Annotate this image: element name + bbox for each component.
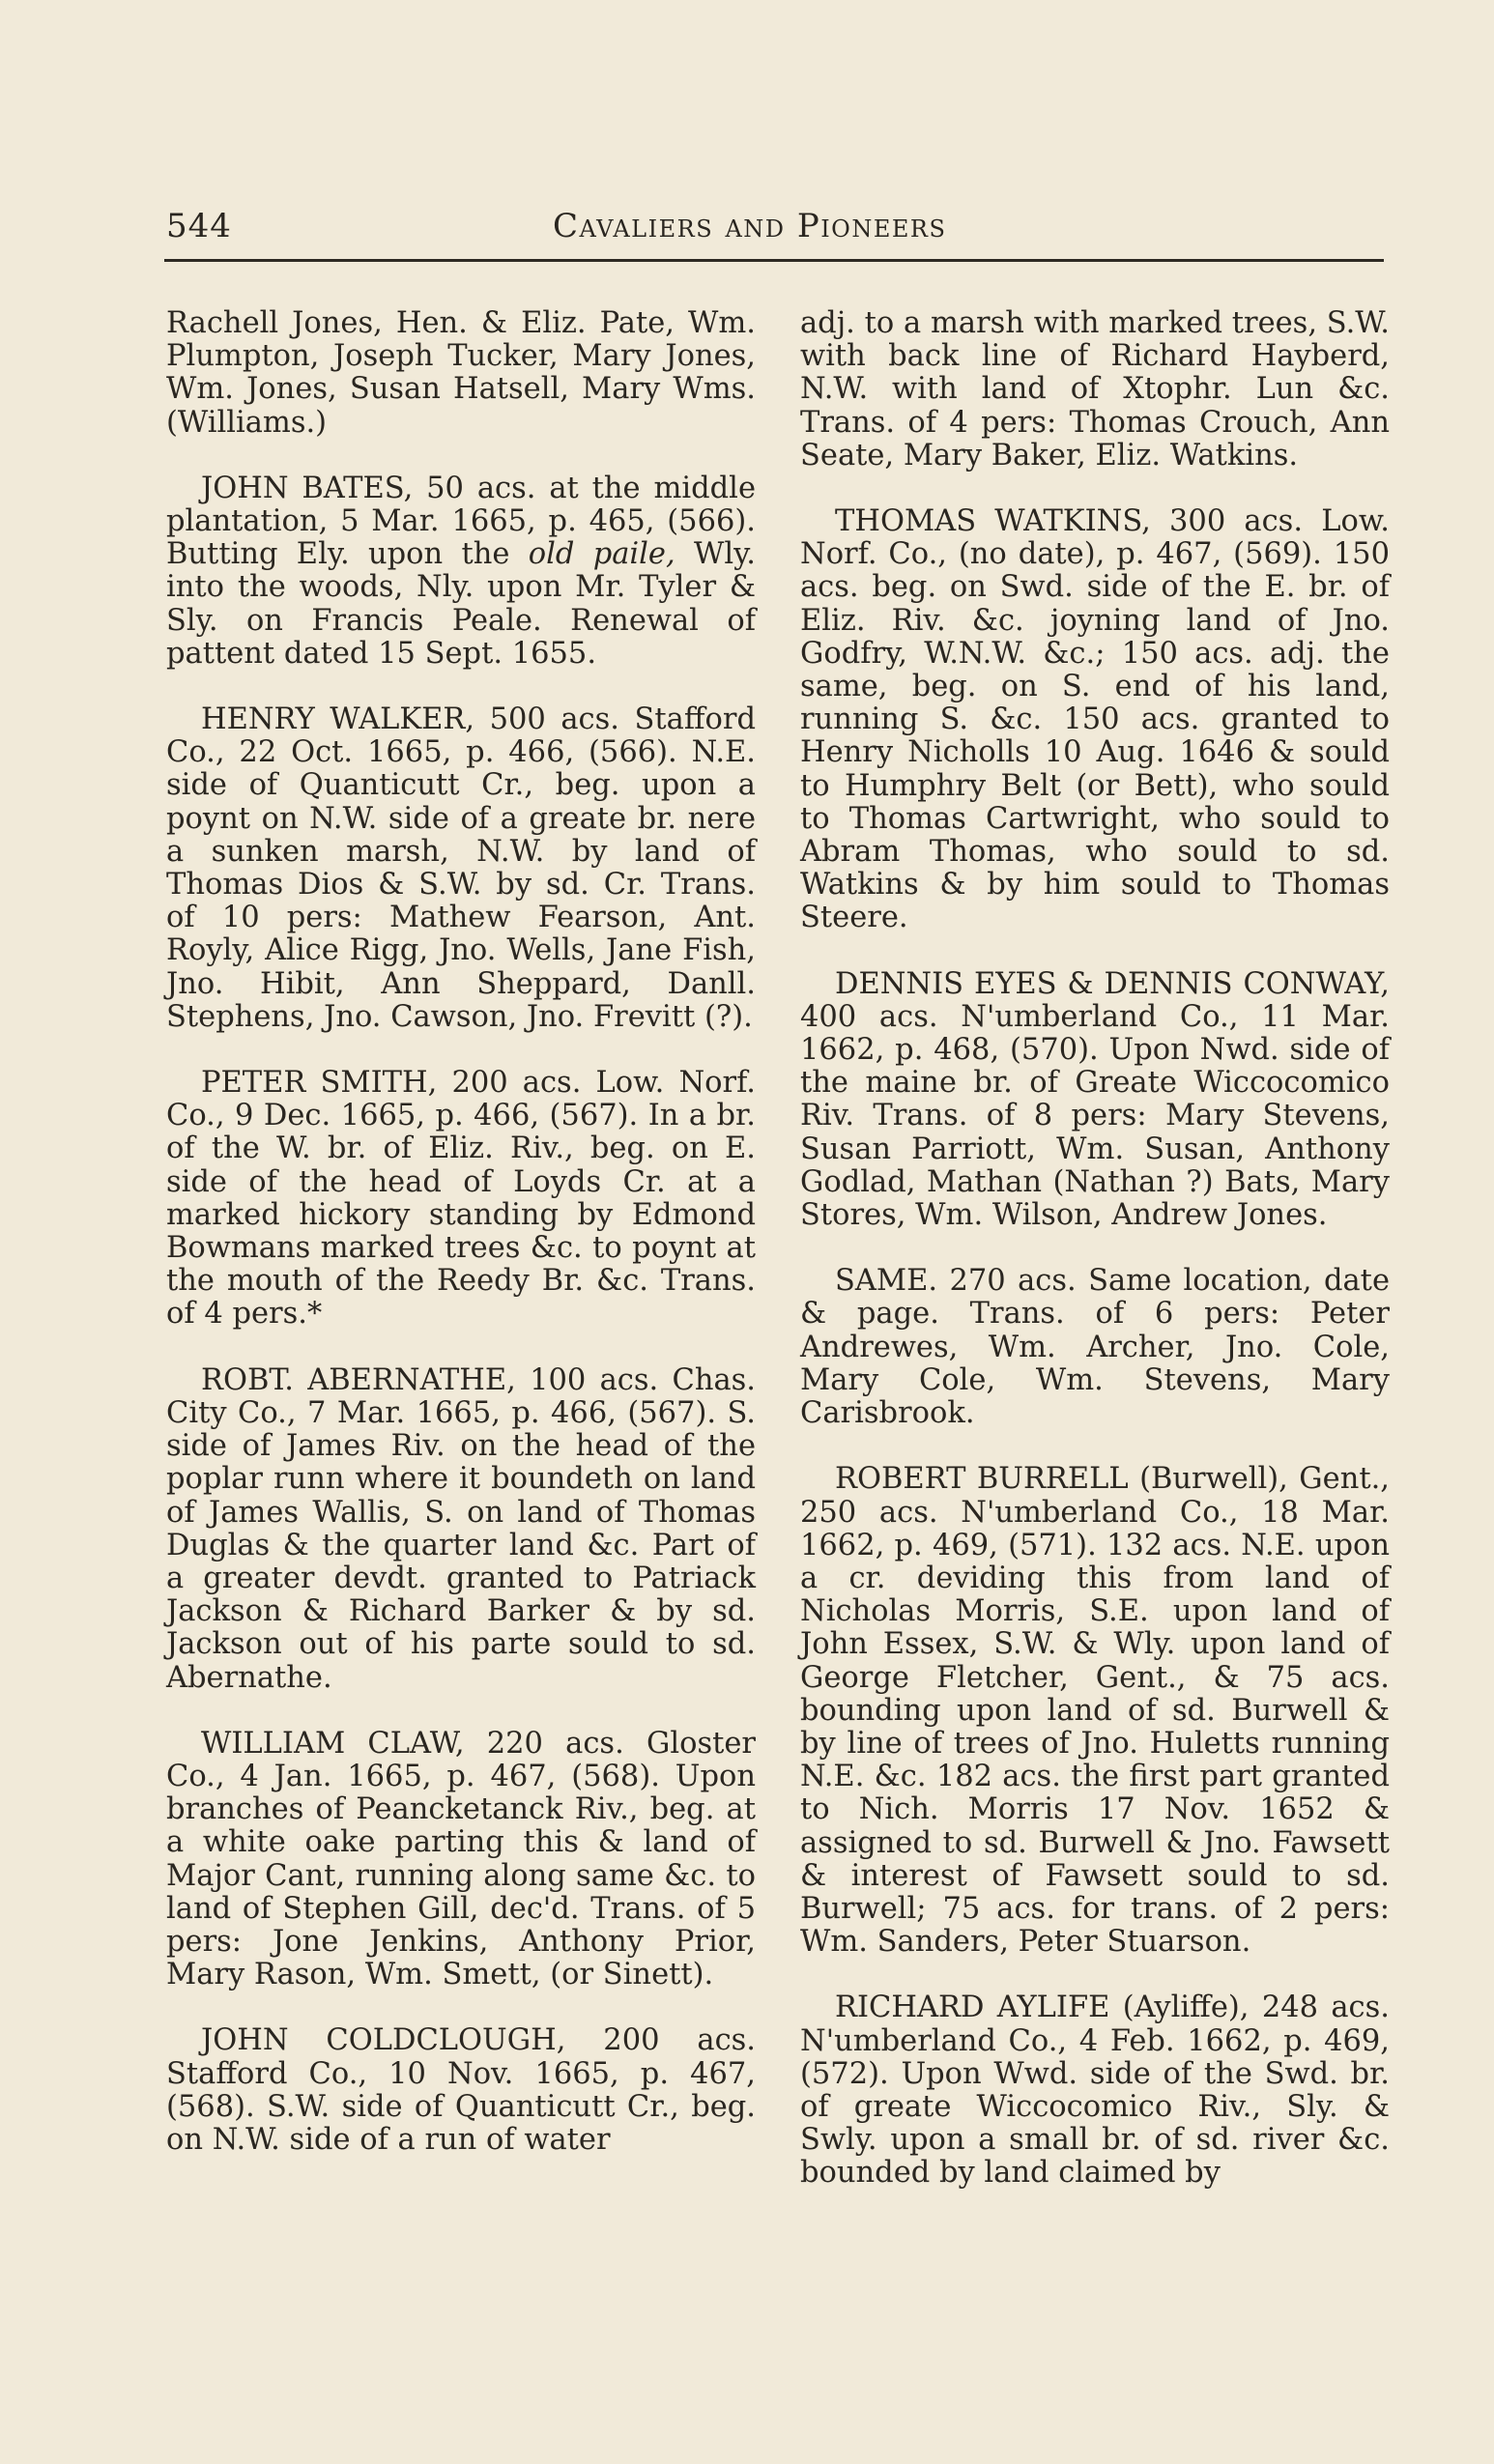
page-number: 544 (166, 207, 232, 245)
entry-same: SAME. 270 acs. Same location, date & page. Trans. of 6 pers: Peter Andrewes, Wm. Archer, Jno. Cole, Mary Cole, Wm. Stevens, Mary Carisbrook. (800, 1264, 1390, 1431)
entry-henry-walker: HENRY WALKER, 500 acs. Stafford Co., 22 Oct. 1665, p. 466, (566). N.E. side of Quanticutt Cr., beg. upon a poynt on N.W. side of a greate br. nere a sunken marsh, N.W. by land of Thomas Dios & S.W. by sd. Cr. Trans. of 10 pers: Mathew Fearson, Ant. Royly, Alice Rigg, Jno. Wells, Jane Fish, Jno. Hibit, Ann Sheppard, Danll. Stephens, Jno. Cawson, Jno. Frevitt (?). (166, 702, 756, 1034)
left-column (166, 307, 756, 2190)
entry-thomas-watkins: THOMAS WATKINS, 300 acs. Low. Norf. Co., (no date), p. 467, (569). 150 acs. beg. on Swd. side of the E. br. of Eliz. Riv. &c. joyning land of Jno. Godfry, W.N.W. &c.; 150 acs. adj. the same, beg. on S. end of his land, running S. &c. 150 acs. granted to Henry Nicholls 10 Aug. 1646 & sould to Humphry Belt (or Bett), who sould to Thomas Cartwright, who sould to Abram Thomas, who sould to sd. Watkins & by him sould to Thomas Steere. (800, 504, 1390, 935)
entry-continuation: Rachell Jones, Hen. & Eliz. Pate, Wm. Plumpton, Joseph Tucker, Mary Jones, Wm. Jones, Susan Hatsell, Mary Wms. (Williams.) (166, 306, 756, 440)
entry-robt-abernathe: ROBT. ABERNATHE, 100 acs. Chas. City Co., 7 Mar. 1665, p. 466, (567). S. side of James Riv. on the head of the poplar runn where it boundeth on land of James Wallis, S. on land of Thomas Duglas & the quarter land &c. Part of a greater devdt. granted to Patriack Jackson & Richard Barker & by sd. Jackson out of his parte sould to sd. Abernathe. (166, 1362, 756, 1695)
entry-text: Wly. into the woods, Nly. upon Mr. Tyler & Sly. on Francis Peale. Renewal of pattent dated 15 Sept. 1655. (166, 537, 756, 671)
entry-text: JOHN BATES, 50 acs. at the middle plantation, 5 Mar. 1665, p. 465, (566). Butting Ely. upon the (166, 471, 756, 572)
running-title: Cavaliers and Pioneers (553, 207, 947, 245)
right-column (800, 307, 1390, 2223)
entry-william-claw: WILLIAM CLAW, 220 acs. Gloster Co., 4 Jan. 1665, p. 467, (568). Upon branches of Peancketanck Riv., beg. at a white oake parting this & land of Major Cant, running along same &c. to land of Stephen Gill, dec'd. Trans. of 5 pers: Jone Jenkins, Anthony Prior, Mary Rason, Wm. Smett, (or Sinett). (166, 1726, 756, 1992)
entry-peter-smith: PETER SMITH, 200 acs. Low. Norf. Co., 9 Dec. 1665, p. 466, (567). In a br. of the W. br. of Eliz. Riv., beg. on E. side of the head of Loyds Cr. at a marked hickory standing by Edmond Bowmans marked trees &c. to poynt at the mouth of the Reedy Br. &c. Trans. of 4 pers.* (166, 1066, 756, 1332)
header-rule (164, 259, 1384, 262)
entry-john-coldclough: JOHN COLDCLOUGH, 200 acs. Stafford Co., 10 Nov. 1665, p. 467, (568). S.W. side of Quanticutt Cr., beg. on N.W. side of a run of water (166, 2023, 756, 2157)
entry-john-bates (166, 473, 756, 671)
entry-continuation: adj. to a marsh with marked trees, S.W. with back line of Richard Hayberd, N.W. with land of Xtophr. Lun &c. Trans. of 4 pers: Thomas Crouch, Ann Seate, Mary Baker, Eliz. Watkins. (800, 306, 1390, 473)
entry-italic-text: old paile, (528, 537, 675, 572)
entry-robert-burrell: ROBERT BURRELL (Burwell), Gent., 250 acs. N'umberland Co., 18 Mar. 1662, p. 469, (571). 132 acs. N.E. upon a cr. deviding this from land of Nicholas Morris, S.E. upon land of John Essex, S.W. & Wly. upon land of George Fletcher, Gent., & 75 acs. bounding upon land of sd. Burwell & by line of trees of Jno. Huletts running N.E. &c. 182 acs. the first part granted to Nich. Morris 17 Nov. 1652 & assigned to sd. Burwell & Jno. Fawsett & interest of Fawsett sould to sd. Burwell; 75 acs. for trans. of 2 pers: Wm. Sanders, Peter Stuarson. (800, 1462, 1390, 1960)
entry-richard-aylife: RICHARD AYLIFE (Ayliffe), 248 acs. N'umberland Co., 4 Feb. 1662, p. 469, (572). Upon Wwd. side of the Swd. br. of greate Wiccocomico Riv., Sly. & Swly. upon a small br. of sd. river &c. bounded by land claimed by (800, 1991, 1390, 2191)
entry-dennis-eyes: DENNIS EYES & DENNIS CONWAY, 400 acs. N'umberland Co., 11 Mar. 1662, p. 468, (570). Upon Nwd. side of the maine br. of Greate Wiccocomico Riv. Trans. of 8 pers: Mary Stevens, Susan Parriott, Wm. Susan, Anthony Godlad, Mathan (Nathan ?) Bats, Mary Stores, Wm. Wilson, Andrew Jones. (800, 966, 1390, 1233)
